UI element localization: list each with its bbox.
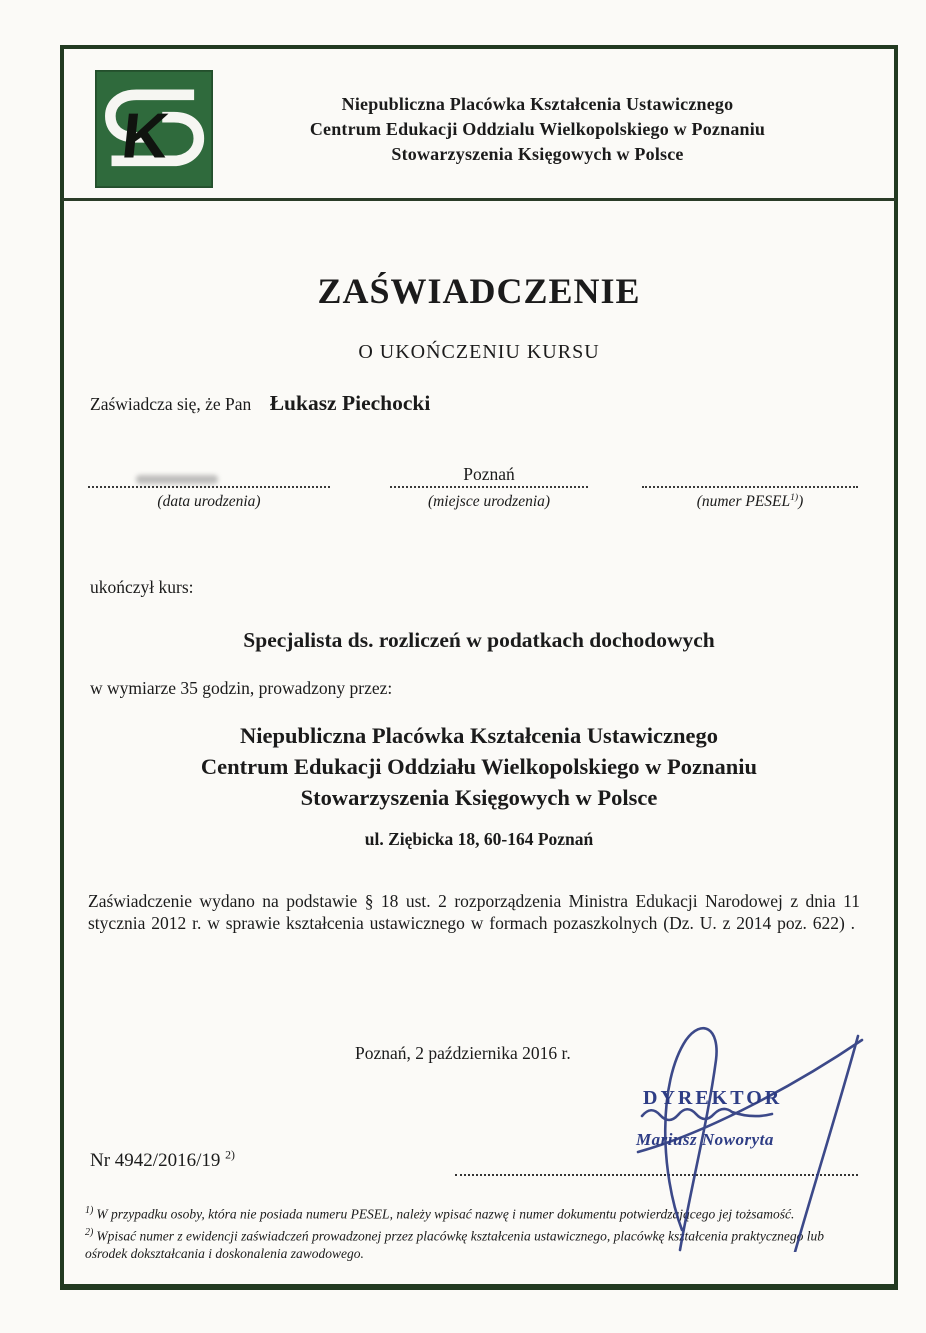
course-duration: w wymiarze 35 godzin, prowadzony przez:	[90, 678, 393, 698]
director-role-stamp: DYREKTOR	[643, 1087, 783, 1109]
header-divider	[62, 198, 896, 201]
certificate-subtitle: O UKOŃCZENIU KURSU	[358, 341, 600, 363]
footnote-2-text: Wpisać numer z ewidencji zaświadczeń prowadzonej przez placówkę kształcenia ustawicznego, placówkę kształcenia praktycznego lub ośrodek dokształcania i doskonalenia zawodowego.	[85, 1228, 824, 1261]
provider-organization	[64, 720, 894, 813]
footnote-1-marker: 1)	[85, 1205, 94, 1216]
org-line-1: Niepubliczna Placówka Kształcenia Ustawicznego	[341, 94, 734, 114]
provider-address: ul. Ziębicka 18, 60-164 Poznań	[364, 829, 594, 849]
logo-letter: K	[118, 99, 173, 172]
provider-line-1: Niepubliczna Placówka Kształcenia Ustawicznego	[239, 723, 719, 748]
statement-prefix: Zaświadcza się, że Pan	[90, 394, 252, 414]
pesel-label-text: (numer PESEL	[696, 493, 791, 510]
legal-basis-paragraph: Zaświadczenie wydano na podstawie § 18 ust. 2 rozporządzenia Ministra Edukacji Narodowej z dnia 11 stycznia 2012 r. w sprawie kształcenia ustawicznego w formach pozaszkolnych (Dz. U. z 2014 poz. 622) .	[88, 891, 860, 933]
org-line-2: Centrum Edukacji Oddzialu Wielkopolskiego w Poznaniu	[309, 119, 766, 139]
pesel-footnote-marker: 1)	[790, 491, 799, 503]
certificate-number	[90, 1150, 235, 1172]
pesel-label-close: )	[798, 493, 804, 510]
field-birth-date	[88, 455, 330, 515]
pesel-label	[642, 493, 858, 511]
header-organization	[225, 92, 850, 167]
certificate-number-footnote-marker: 2)	[225, 1148, 235, 1162]
skwp-logo	[95, 70, 213, 188]
birth-place-label: (miejsce urodzenia)	[427, 493, 551, 510]
certificate-number-text: Nr 4942/2016/19	[90, 1150, 221, 1171]
birth-place-value: Poznań	[463, 464, 515, 484]
birth-date-label: (data urodzenia)	[157, 493, 261, 510]
recipient-name: Łukasz Piechocki	[269, 391, 431, 415]
birth-place-dotted-line	[390, 486, 588, 488]
field-birth-place	[390, 455, 588, 515]
org-line-3: Stowarzyszenia Księgowych w Polsce	[391, 144, 684, 164]
pesel-dotted-line	[642, 486, 858, 488]
footnote-2-marker: 2)	[85, 1227, 94, 1238]
certificate-title: ZAŚWIADCZENIE	[317, 271, 641, 311]
field-pesel	[642, 455, 858, 515]
course-title: Specjalista ds. rozliczeń w podatkach dochodowych	[243, 628, 715, 652]
provider-line-2: Centrum Edukacji Oddziału Wielkopolskiego w Poznaniu	[200, 754, 758, 779]
issue-place-date: Poznań, 2 października 2016 r.	[355, 1043, 571, 1063]
statement-line	[90, 391, 430, 416]
pesel-value	[642, 455, 858, 485]
provider-line-3: Stowarzyszenia Księgowych w Polsce	[300, 785, 658, 810]
course-intro: ukończył kurs:	[90, 577, 194, 597]
handwritten-signature	[590, 1012, 880, 1252]
skwp-logo-graphic	[95, 70, 213, 188]
birth-date-dotted-line	[88, 486, 330, 488]
director-name-stamp: Mariusz Noworyta	[636, 1130, 774, 1149]
birth-date-value	[88, 455, 330, 485]
footnote-1-text: W przypadku osoby, która nie posiada numeru PESEL, należy wpisać nazwę i numer dokumentu potwierdzającego jej tożsamość.	[96, 1206, 795, 1222]
